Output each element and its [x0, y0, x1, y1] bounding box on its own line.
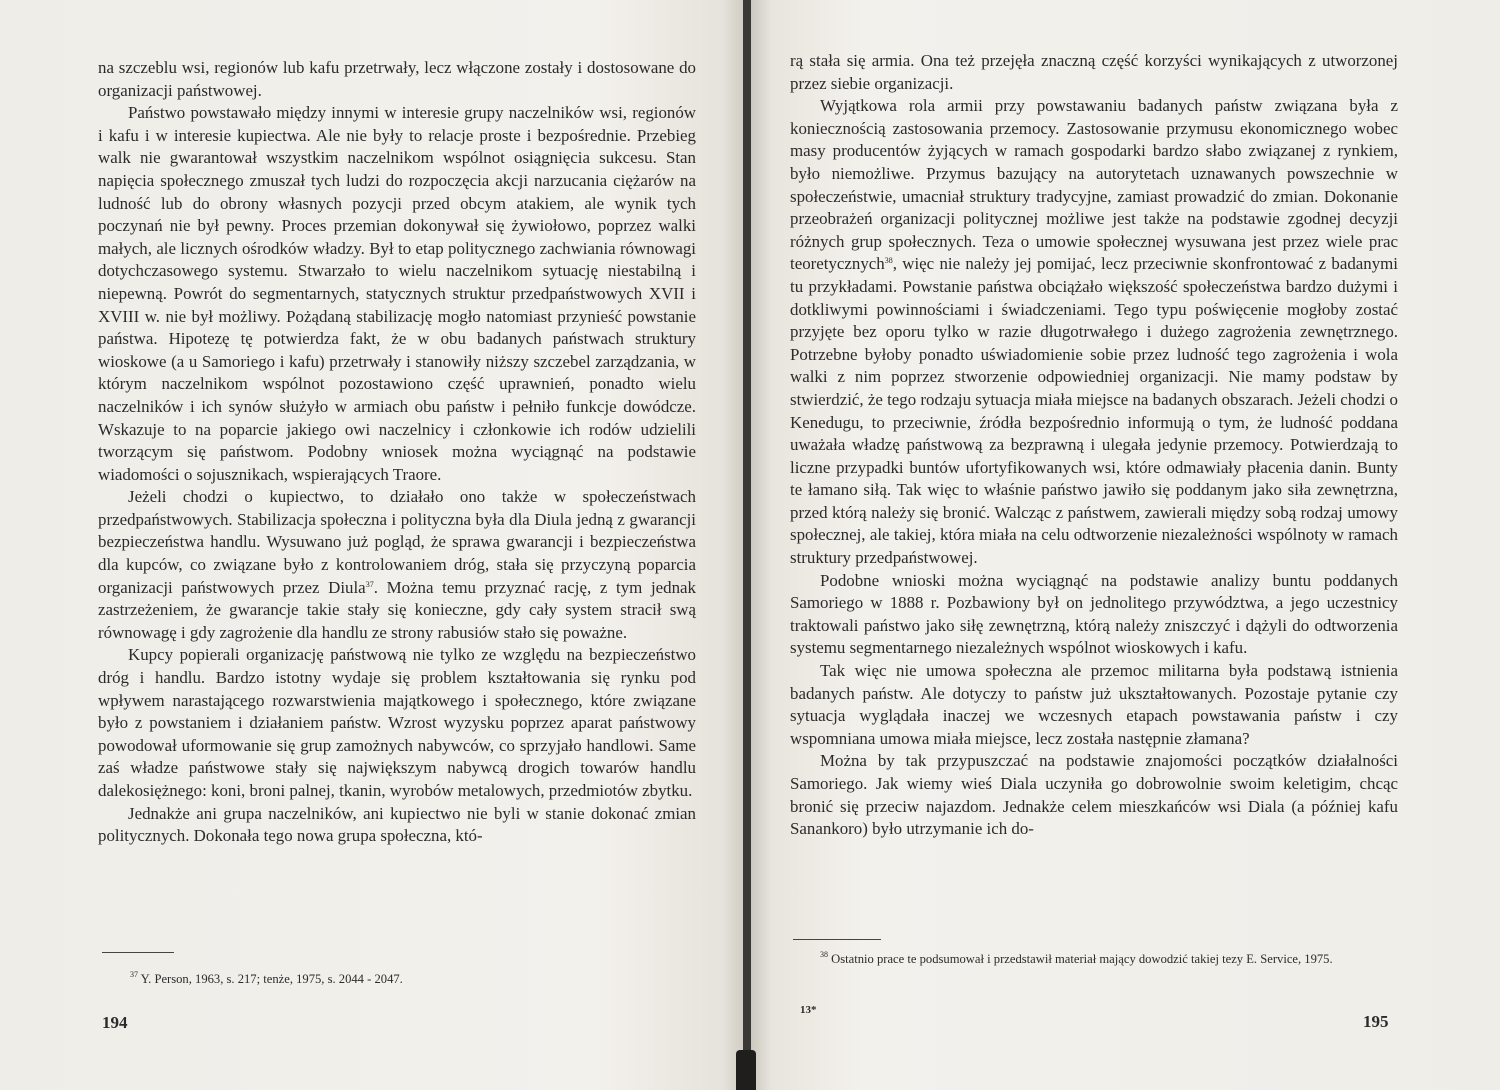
page-number: 194	[102, 1013, 128, 1032]
footnote	[130, 970, 550, 989]
paragraph: Można by tak przypuszczać na podstawie znajomości początków działalności Samoriego. Jak wiemy wieś Diala uczyniła go dobrowolnie swoim keletigim, chcąc bronić się przeciw najazdom. Jednakże celem mieszkańców wsi Diala (a później kafu Sanankoro) było utrzymanie ich do-	[790, 751, 1398, 839]
footnote-text: Y. Person, 1963, s. 217; tenże, 1975, s. 2044 - 2047.	[138, 972, 403, 986]
paragraph-text: Wyjątkowa rola armii przy powstawaniu badanych państw związana była z koniecznością zastosowania przemocy. Zastosowanie przymusu ekonomicznego wobec masy producentów żyjących w ramach gospodarki bardzo słabo związanej z rynkiem, było niemożliwe. Przymus bazujący na autorytetach uznawanych powszechnie w społeczeństwie, umacniał struktury tradycyjne, zamiast prowadzić do zmian. Dokonanie przeobrażeń organizacji politycznej możliwe jest także na podstawie zgodnej decyzji różnych grup społecznych. Teza o umowie społecznej wysuwana jest przez wiele prac teoretycznych	[790, 96, 1398, 274]
footnote-number: 37	[130, 970, 138, 979]
paragraph: Kupcy popierali organizację państwową nie tylko ze względu na bezpieczeństwo dróg i handlu. Bardzo istotny wydaje się problem kształtowania się rynku pod wpływem narastającego rozwarstwienia majątkowego i społecznego, które związane było z powstaniem i działaniem państw. Wzrost wyzysku poprzez aparat państwowy powodował uformowanie się grup zamożnych nabywców, co sprzyjało handlowi. Same zaś władze państwowe stały się największym nabywcą drogich towarów handlu dalekosiężnego: koni, broni palnej, tkanin, wyrobów metalowych, przedmiotów zbytku.	[98, 645, 696, 800]
paragraph: na szczeblu wsi, regionów lub kafu przetrwały, lecz włączone zostały i dostosowane do organizacji państwowej.	[98, 58, 696, 100]
footnote-rule	[102, 952, 174, 953]
signature-mark: 13*	[800, 1004, 817, 1016]
paragraph	[98, 486, 696, 644]
page-number: 195	[1363, 1012, 1389, 1031]
footnote-reference: 38	[884, 256, 893, 266]
footnote-text: Ostatnio prace te podsumował i przedstawił materiał mający dowodzić takiej tezy E. Service, 1975.	[828, 952, 1333, 966]
paragraph-text: , więc nie należy jej pomijać, lecz przeciwnie skonfrontować z badanymi tu przykładami. Powstanie państwa obciążało większość społeczeństwa bardzo dużymi i dotkliwymi powinnościami i świadczeniami. Tego typu poświęcenie mogłoby zostać przyjęte bez oporu tylko w razie długotrwałego i dużego zagrożenia zewnętrznego. Potrzebne byłoby ponadto uświadomienie sobie przez ludność tego zagrożenia i wola walki z nim poprzez stworzenie odpowiedniej organizacji. Nie mamy podstaw by stwierdzić, że tego rodzaju sytuacja miała miejsce na badanych obszarach. Jeżeli chodzi o Kenedugu, to przeciwnie, źródła bezpośrednio informują o tym, że ludność poddana uważała władzę państwową za bezprawną i ulegała jedynie przemocy. Potwierdzają to liczne przypadki buntów ufortyfikowanych wsi, które odmawiały płacenia danin. Bunty te łamano siłą. Tak więc to właśnie państwo jawiło się poddanym jako siła zewnętrzna, przed którą należy się bronić. Walcząc z państwem, zawierali między sobą rodzaj umowy społecznej, ale takiej, która miała na celu odtworzenie niezależności wspólnoty w ramach struktury przedpaństwowej.	[790, 254, 1398, 568]
paragraph	[790, 95, 1398, 569]
book-gutter	[743, 0, 751, 1090]
footnote	[802, 950, 1394, 969]
gutter-shadow	[736, 1050, 756, 1090]
paragraph: Tak więc nie umowa społeczna ale przemoc militarna była podstawą istnienia badanych państw. Ale dotyczy to państw już ukształtowanych. Pozostaje pytanie czy sytuacja wyglądała inaczej we wczesnych etapach powstawania państw i czy wspomniana umowa miała miejsce, lecz została następnie złamana?	[790, 661, 1398, 748]
footnote-reference: 37	[365, 579, 374, 589]
paragraph: Podobne wnioski można wyciągnąć na podstawie analizy buntu poddanych Samoriego w 1888 r. Pozbawiony był on jednolitego przywództwa, a jego uczestnicy traktowali państwo jako siłę zewnętrzną, którą należy zniszczyć i dążyli do odtworzenia systemu segmentarnego niezależnych wspólnot wioskowych i kafu.	[790, 570, 1398, 658]
footnote-number: 38	[820, 950, 828, 959]
paragraph: Państwo powstawało między innymi w interesie grupy naczelników wsi, regionów i kafu i w interesie kupiectwa. Ale nie były to relacje proste i bezpośrednie. Przebieg walk nie gwarantował wszystkim naczelnikom wspólnot osiągnięcia sukcesu. Stan napięcia społecznego zmuszał tych ludzi do rozpoczęcia akcji narzucania ciężarów na ludność lub do obrony własnych pozycji przed obcym atakiem, ale wynik tych poczynań nie był pewny. Proces przemian dokonywał się żywiołowo, poprzez walki małych, ale licznych ośrodków władzy. Był to etap politycznego zachwiania równowagi dotychczasowego systemu. Stwarzało to wielu naczelnikom sytuację niestabilną i niepewną. Powrót do segmentarnych, statycznych struktur przedpaństwowych XVII i XVIII w. nie był możliwy. Pożądaną stabilizację mogło natomiast przynieść powstanie państwa. Hipotezę tę potwierdza fakt, że w obu badanych państwach struktury wioskowe (a u Samoriego i kafu) przetrwały i stanowiły niższy szczebel zarządzania, w którym naczelnikom wspólnot pozostawiono część uprawnień, ponadto wielu naczelników i ich synów służyło w armiach obu państw i pełniło funkcje dowódcze. Wskazuje to na poparcie jakiego owi naczelnicy i członkowie ich rodów udzielili tworzącym się państwom. Podobny wniosek można wyciągnąć na podstawie wiadomości o sojusznikach, wspierających Traore.	[98, 103, 696, 484]
paragraph: rą stała się armia. Ona też przejęła znaczną część korzyści wynikających z utworzonej przez siebie organizacji.	[790, 51, 1398, 93]
paragraph-text: Jeżeli chodzi o kupiectwo, to działało ono także w społeczeństwach przedpaństwowych. Stabilizacja społeczna i polityczna była dla Diula jedną z gwarancji bezpieczeństwa handlu. Wysuwano już pogląd, że sprawa gwarancji i bezpieczeństwa dla kupców, co związane było z kontrolowaniem dróg, stała się przyczyną poparcia organizacji państwowych przez Diula	[98, 487, 696, 597]
left-page-body	[98, 57, 696, 848]
footnote-rule	[793, 939, 881, 940]
paragraph-text: . Można temu przyznać rację, z tym jednak zastrzeżeniem, że gwarancje takie stały się konieczne, gdy cały system stracił swą równowagę i gdy zagrożenie dla handlu ze strony rabusiów stało się poważne.	[98, 577, 697, 642]
right-page-body	[790, 50, 1398, 841]
paragraph: Jednakże ani grupa naczelników, ani kupiectwo nie byli w stanie dokonać zmian politycznych. Dokonała tego nowa grupa społeczna, któ-	[98, 803, 696, 846]
